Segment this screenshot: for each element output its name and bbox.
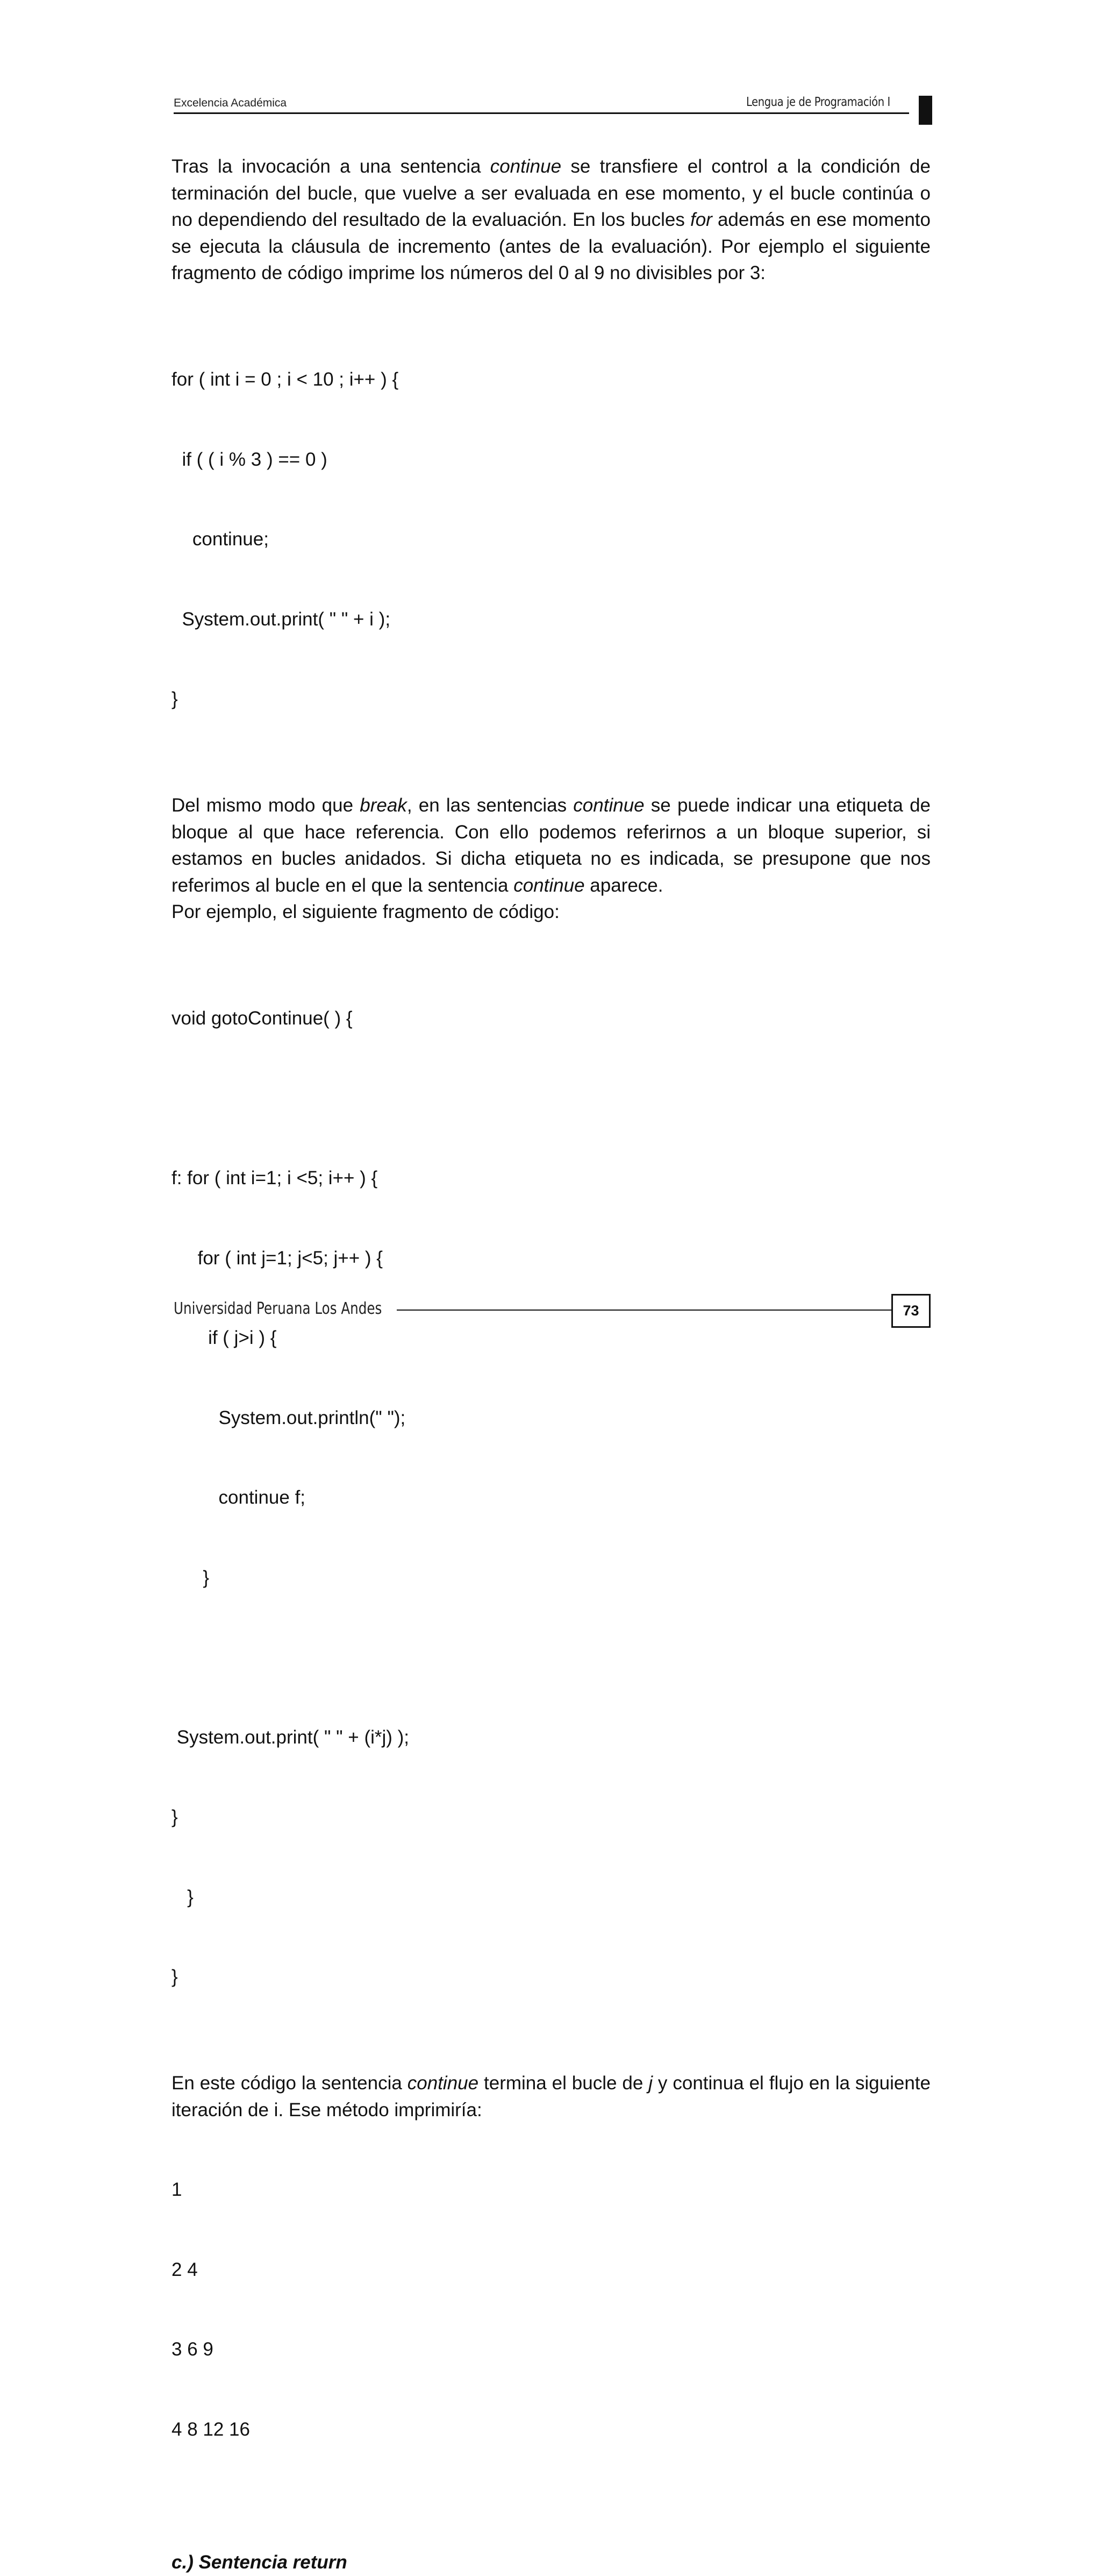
code-line: } (171, 1567, 210, 1588)
text-run: se transfiere el control a la condición de terminación del bucle, que vuelve a ser evaluada en ese momento, y el bucle continúa o no dependiendo del resultado de la evaluación. En los bucles (171, 156, 931, 230)
header-left-title: Excelencia Académica (174, 97, 287, 109)
output-line: 1 (171, 2179, 182, 2200)
keyword-continue: continue (573, 795, 645, 816)
text-run: aparece. (584, 874, 663, 896)
code-line: } (171, 1886, 194, 1908)
code-line: } (171, 1966, 178, 1987)
program-output (171, 2123, 931, 2496)
code-line: System.out.print( " " + i ); (171, 608, 391, 630)
footer-university: Universidad Peruana Los Andes (174, 1299, 382, 1318)
code-line: System.out.print( " " + (i*j) ); (171, 1726, 410, 1748)
code-line: } (171, 1806, 178, 1827)
text-run: Del mismo modo que (171, 795, 360, 816)
text-run: En este código la sentencia (171, 2073, 407, 2094)
output-line: 3 6 9 (171, 2339, 213, 2360)
page-content (171, 153, 931, 2576)
keyword-for: for (690, 209, 712, 230)
keyword-break: break (360, 795, 407, 816)
code-line: if ( ( i % 3 ) == 0 ) (171, 449, 327, 470)
header-rule (174, 112, 909, 114)
output-line: 2 4 (171, 2259, 198, 2280)
keyword-continue: continue (513, 874, 585, 896)
text-run: termina el bucle de (478, 2073, 649, 2094)
page-number: 73 (891, 1294, 931, 1328)
keyword-continue: continue (407, 2073, 479, 2094)
paragraph-continue-label (171, 792, 931, 899)
output-line: 4 8 12 16 (171, 2418, 250, 2440)
text-run: y continua el flujo en la siguiente iteración de i. Ese método imprimiría: (171, 2073, 931, 2120)
code-line: for ( int i = 0 ; i < 10 ; i++ ) { (171, 369, 399, 390)
code-line: f: for ( int i=1; i <5; i++ ) { (171, 1168, 378, 1189)
header-right-title: Lengua je de Programación I (746, 95, 890, 109)
code-line: continue; (171, 529, 269, 550)
header-edge-marker (919, 96, 932, 125)
code-line: continue f; (171, 1487, 306, 1508)
footer-rule (397, 1310, 891, 1311)
keyword-continue: continue (490, 156, 562, 177)
code-line: for ( int j=1; j<5; j++ ) { (171, 1247, 383, 1269)
text-run: , en las sentencias (406, 795, 574, 816)
paragraph-continue-intro (171, 153, 931, 287)
code-line: System.out.println(" "); (171, 1407, 406, 1428)
code-block-1 (171, 313, 931, 766)
code-line: if ( j>i ) { (171, 1327, 277, 1348)
section-title: c.) Sentencia return (171, 2552, 347, 2573)
keyword-j: j (648, 2073, 653, 2094)
text-run: además en ese momento se ejecuta la cláusula de incremento (antes de la evaluación). Por ejemplo el siguiente fragmento de código imprime los números del 0 al 9 no divisibles por 3: (171, 209, 931, 283)
code-block-2 (171, 952, 931, 2044)
text-run: se puede indicar una etiqueta de bloque al que hace referencia. Con ello podemos referirnos a un bloque superior, si estamos en bucles anidados. Si dicha etiqueta no es indicada, se presupone que nos referimos al bucle en el que la sentencia (171, 795, 931, 896)
paragraph-example-intro: Por ejemplo, el siguiente fragmento de código: (171, 901, 560, 922)
text-run: Tras la invocación a una sentencia (171, 156, 490, 177)
code-line: } (171, 688, 178, 709)
code-line: void gotoContinue( ) { (171, 1008, 353, 1029)
paragraph-explanation (171, 2070, 931, 2123)
